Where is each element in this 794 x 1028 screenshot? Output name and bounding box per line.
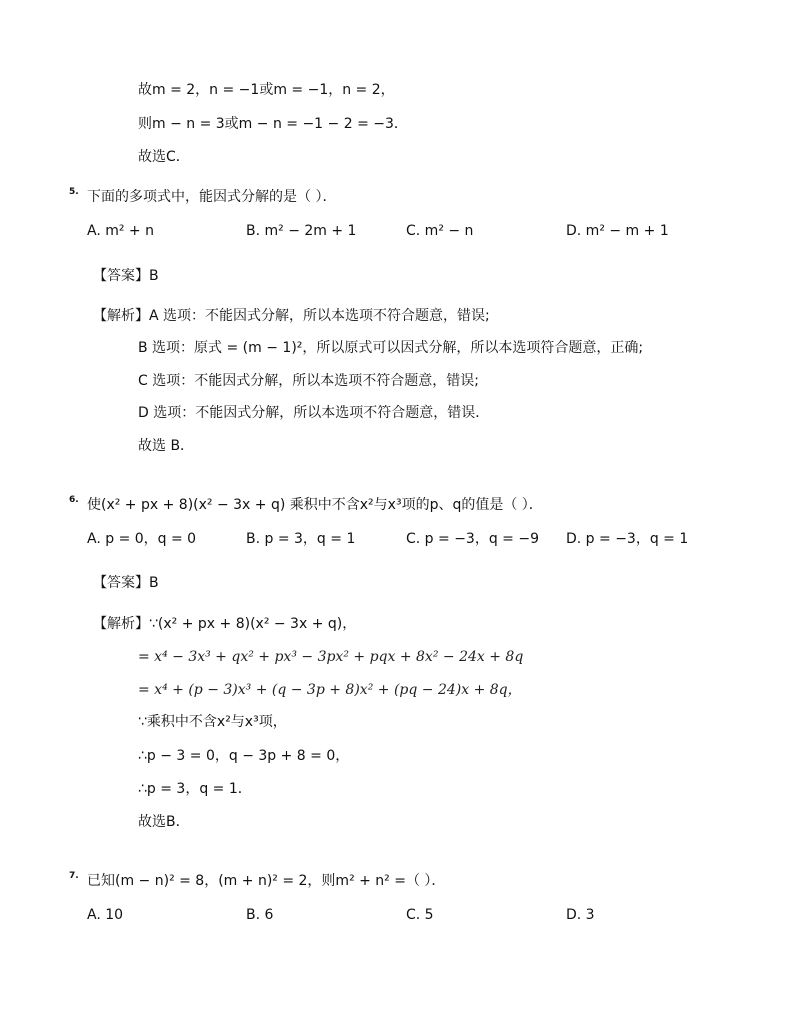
- q6-stem: 使(x² + px + 8)(x² − 3x + q) 乘积中不含x²与x³项的p、q的值是（ ）．: [87, 497, 543, 513]
- q6-analysis-line-7: 故选B．: [138, 814, 190, 830]
- q6-answer: 【答案】B: [93, 575, 159, 591]
- q7-option-c: C. 5: [406, 907, 434, 923]
- q5-analysis-line-1: 【解析】A 选项：不能因式分解，所以本选项不符合题意，错误;: [93, 308, 490, 324]
- q7-option-d: D. 3: [566, 907, 595, 923]
- prev-line-1: 故m = 2，n = −1或m = −1，n = 2，: [138, 82, 395, 98]
- q5-analysis-line-2: B 选项：原式 = (m − 1)²，所以原式可以因式分解，所以本选项符合题意，正确;: [138, 340, 644, 356]
- q7-stem: 已知(m − n)² = 8，(m + n)² = 2，则m² + n² =（ ）．: [87, 873, 446, 889]
- question-number-7: 7.: [69, 871, 79, 881]
- question-number-6: 6.: [69, 495, 79, 505]
- q6-analysis-line-5: ∴p − 3 = 0，q − 3p + 8 = 0，: [138, 748, 350, 764]
- q5-analysis-line-5: 故选 B．: [138, 438, 195, 454]
- q6-analysis-line-3: = x⁴ + (p − 3)x³ + (q − 3p + 8)x² + (pq − 24)x + 8q，: [138, 682, 522, 698]
- q7-option-a: A. 10: [87, 907, 124, 923]
- prev-line-2: 则m − n = 3或m − n = −1 − 2 = −3．: [138, 116, 408, 132]
- q5-analysis-line-3: C 选项：不能因式分解，所以本选项不符合题意，错误;: [138, 373, 479, 389]
- q6-option-b: B. p = 3，q = 1: [246, 531, 356, 547]
- q6-option-c: C. p = −3，q = −9: [406, 531, 539, 547]
- q6-option-a: A. p = 0，q = 0: [87, 531, 197, 547]
- q5-stem: 下面的多项式中，能因式分解的是（ ）．: [87, 189, 337, 205]
- prev-line-3: 故选C．: [138, 149, 190, 165]
- q6-option-d: D. p = −3，q = 1: [566, 531, 689, 547]
- question-number-5: 5.: [69, 187, 79, 197]
- q6-analysis-line-1: 【解析】∵(x² + px + 8)(x² − 3x + q)，: [93, 616, 357, 632]
- q5-option-c: C. m² − n: [406, 223, 474, 239]
- q5-option-b: B. m² − 2m + 1: [246, 223, 357, 239]
- q6-analysis-line-6: ∴p = 3，q = 1．: [138, 781, 252, 797]
- q6-analysis-line-2: = x⁴ − 3x³ + qx² + px³ − 3px² + pqx + 8x² − 24x + 8q: [138, 649, 524, 665]
- q5-option-a: A. m² + n: [87, 223, 154, 239]
- q6-analysis-line-4: ∵乘积中不含x²与x³项，: [138, 714, 287, 730]
- q5-analysis-line-4: D 选项：不能因式分解，所以本选项不符合题意，错误．: [138, 405, 490, 421]
- q5-answer: 【答案】B: [93, 268, 159, 284]
- q5-option-d: D. m² − m + 1: [566, 223, 669, 239]
- q7-option-b: B. 6: [246, 907, 274, 923]
